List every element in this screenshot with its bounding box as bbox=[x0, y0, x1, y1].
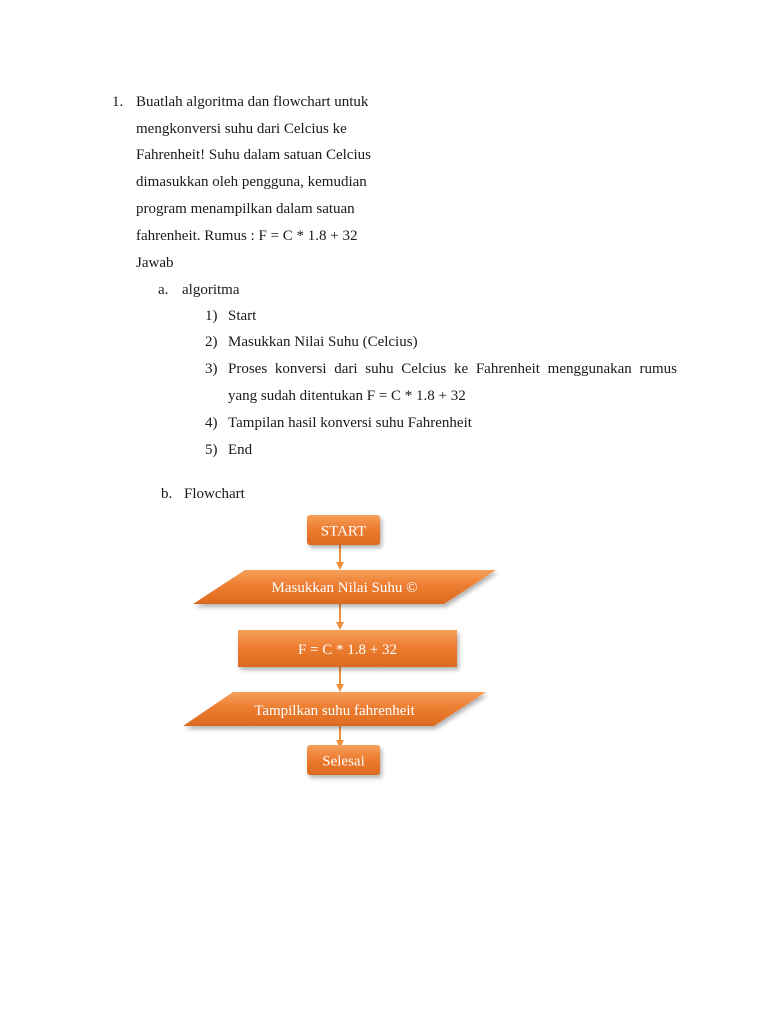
output-parallelogram bbox=[183, 692, 486, 726]
step-number: 3) bbox=[205, 361, 218, 377]
flowchart-title: Flowchart bbox=[184, 486, 245, 502]
algorithm-title: algoritma bbox=[182, 282, 240, 298]
step-text: Masukkan Nilai Suhu (Celcius) bbox=[228, 334, 418, 350]
input-label: Masukkan Nilai Suhu © bbox=[271, 580, 418, 596]
step-text: End bbox=[228, 442, 253, 458]
start-label: START bbox=[320, 523, 367, 540]
start-terminator bbox=[307, 515, 380, 545]
question-line: mengkonversi suhu dari Celcius ke bbox=[136, 121, 347, 137]
flowchart-marker: b. bbox=[161, 486, 173, 502]
question-number: 1. bbox=[112, 94, 124, 110]
process-label: F = C * 1.8 + 32 bbox=[297, 642, 398, 658]
answer-label: Jawab bbox=[136, 255, 174, 271]
step-number: 1) bbox=[205, 308, 218, 324]
end-terminator bbox=[307, 745, 380, 775]
algorithm-marker: a. bbox=[158, 282, 169, 298]
input-parallelogram bbox=[193, 570, 496, 604]
output-label: Tampilkan suhu fahrenheit bbox=[254, 703, 415, 719]
step-text: Start bbox=[228, 308, 257, 324]
question-line: program menampilkan dalam satuan bbox=[136, 201, 355, 217]
step-number: 4) bbox=[205, 415, 218, 431]
end-label: Selesai bbox=[322, 753, 365, 770]
question-line: Buatlah algoritma dan flowchart untuk bbox=[136, 94, 369, 110]
step-number: 2) bbox=[205, 334, 218, 350]
step-text: Tampilan hasil konversi suhu Fahrenheit bbox=[228, 415, 472, 431]
step-number: 5) bbox=[205, 442, 218, 458]
question-line: Fahrenheit! Suhu dalam satuan Celcius bbox=[136, 147, 371, 163]
question-line: fahrenheit. Rumus : F = C * 1.8 + 32 bbox=[136, 228, 358, 244]
step-text: yang sudah ditentukan F = C * 1.8 + 32 bbox=[228, 388, 466, 404]
process-box bbox=[238, 630, 457, 667]
step-text: Proses konversi dari suhu Celcius ke Fahrenheit menggunakan rumus bbox=[228, 361, 677, 377]
question-line: dimasukkan oleh pengguna, kemudian bbox=[136, 174, 367, 190]
